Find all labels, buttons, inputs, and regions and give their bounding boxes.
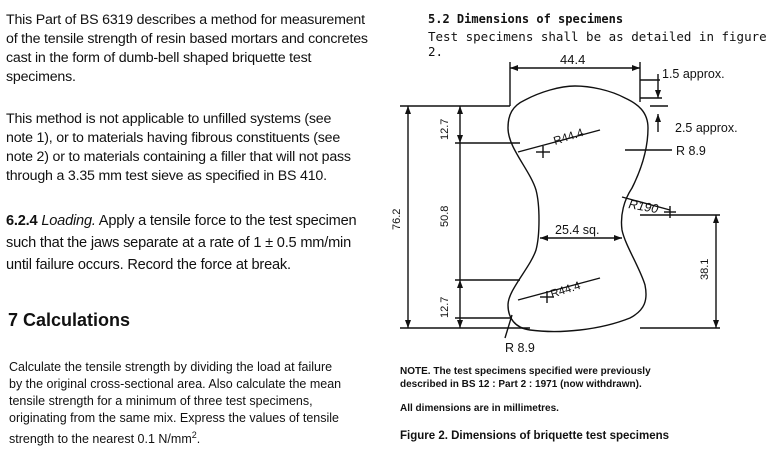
dim-r89-bottom: R 8.9 bbox=[505, 341, 535, 355]
text-line: note 1), or to materials having fibrous constituents (see bbox=[6, 130, 341, 146]
dim-12-7-bottom: 12.7 bbox=[439, 296, 451, 318]
dim-top-width: 44.4 bbox=[560, 52, 586, 67]
superscript: 2 bbox=[191, 430, 197, 440]
section-subtitle: Test specimens shall be as detailed in figure 2. bbox=[428, 29, 767, 59]
clause-title: Loading. bbox=[41, 213, 96, 229]
dim-r444-top: R44.4 bbox=[552, 126, 586, 148]
dim-25-4: 25.4 sq. bbox=[555, 223, 600, 237]
section-heading: 7 Calculations bbox=[8, 310, 131, 330]
text-line: This Part of BS 6319 describes a method for measurement bbox=[6, 12, 365, 28]
dim-2-5: 2.5 approx. bbox=[675, 121, 738, 135]
dim-50-8: 50.8 bbox=[439, 205, 451, 227]
text-line: by the original cross-sectional area. Also calculate the mean bbox=[9, 377, 342, 391]
units-note: All dimensions are in millimetres. bbox=[400, 403, 559, 414]
text-line: tensile strength for a minimum of three test specimens, bbox=[9, 394, 313, 408]
dim-r89-top: R 8.9 bbox=[676, 144, 706, 158]
dim-76-2: 76.2 bbox=[391, 208, 403, 230]
section-title: 5.2 Dimensions of specimens bbox=[428, 12, 624, 26]
text-line: until failure occurs. Record the force at break. bbox=[6, 257, 291, 273]
text-line: originating from the same mix. Express the values of tensile bbox=[9, 411, 340, 425]
text-line: Apply a tensile force to the test specimen bbox=[98, 213, 357, 229]
text-line: cast in the form of dumb-bell shaped briquette test bbox=[6, 50, 312, 66]
text-line: through a 3.35 mm test sieve as specified in BS 410. bbox=[6, 168, 327, 184]
dim-r444-bottom: R44.4 bbox=[549, 279, 583, 301]
dim-r190: R190 bbox=[627, 197, 660, 217]
figure-note bbox=[400, 365, 651, 391]
figure-caption: Figure 2. Dimensions of briquette test specimens bbox=[400, 430, 670, 442]
text-line: . bbox=[196, 432, 201, 447]
dim-38-1: 38.1 bbox=[699, 258, 711, 280]
dim-1-5: 1.5 approx. bbox=[662, 67, 725, 81]
text-line: NOTE. The test specimens specified were previously bbox=[400, 366, 651, 377]
text-line: strength to the nearest 0.1 N/mm bbox=[9, 432, 192, 447]
text-line: This method is not applicable to unfilled systems (see bbox=[6, 111, 332, 127]
dim-12-7-top: 12.7 bbox=[439, 118, 451, 140]
text-line: Calculate the tensile strength by dividing the load at failure bbox=[9, 360, 333, 374]
text-line: specimens. bbox=[6, 69, 76, 85]
text-line: of the tensile strength of resin based mortars and concretes bbox=[6, 31, 368, 47]
text-line: note 2) or to materials containing a filler that will not pass bbox=[6, 149, 351, 165]
clause-number: 6.2.4 bbox=[6, 213, 38, 229]
text-line: such that the jaws separate at a rate of 1 ± 0.5 mm/min bbox=[6, 235, 352, 251]
text-line: described in BS 12 : Part 2 : 1971 (now withdrawn). bbox=[400, 379, 642, 390]
